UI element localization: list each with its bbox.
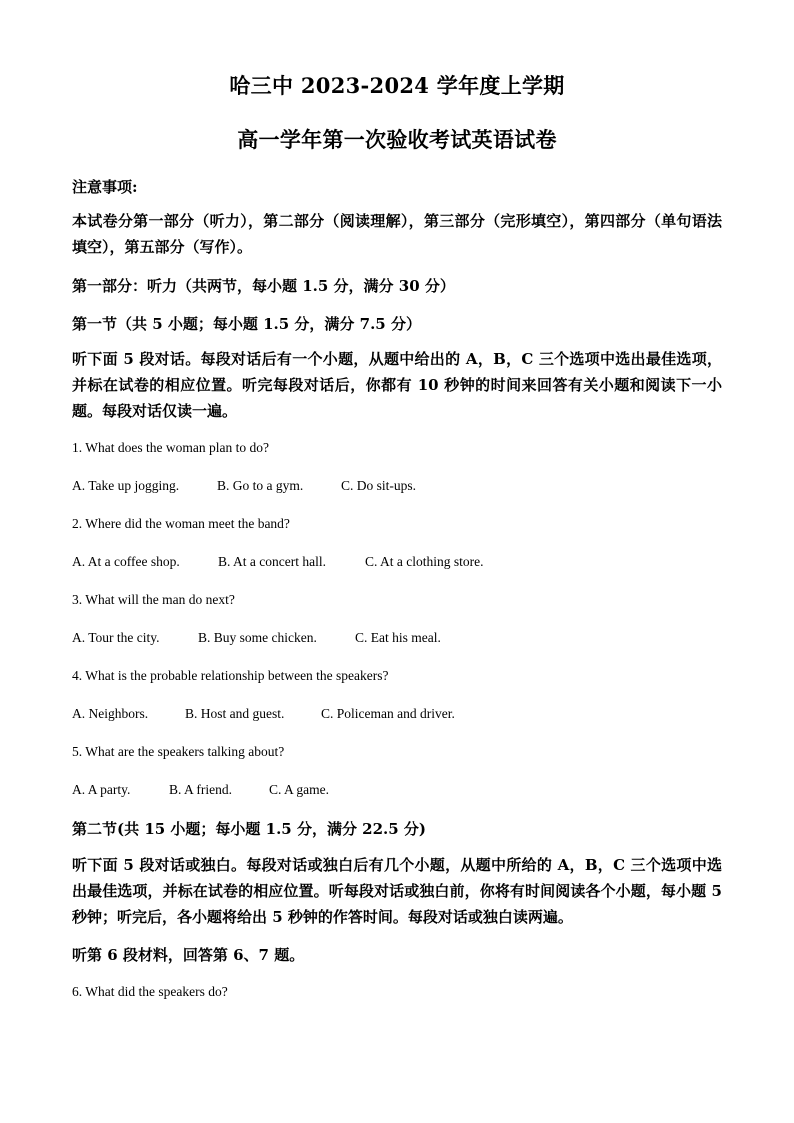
section1-instructions: 听下面 5 段对话。每段对话后有一个小题，从题中给出的 A，B，C 三个选项中选出最佳选项，并标在试卷的相应位置。听完每段对话后，你都有 10 秒钟的时间来回答有关小题和阅读下一小题。每段对话仅读一遍。	[72, 350, 722, 420]
option-a: A. A party.	[72, 782, 131, 797]
question-2: 2. Where did the woman meet the band?	[72, 516, 290, 531]
option-a: A. Neighbors.	[72, 706, 149, 721]
question-6: 6. What did the speakers do?	[72, 984, 228, 999]
option-b: B. Host and guest.	[185, 706, 285, 721]
notice-heading: 注意事项:	[72, 178, 138, 196]
question-5: 5. What are the speakers talking about?	[72, 744, 285, 759]
question-4-options	[72, 706, 455, 722]
section2-heading: 第二节(共 15 小题；每小题 1.5 分，满分 22.5 分)	[72, 820, 427, 838]
option-c: C. Eat his meal.	[355, 630, 441, 645]
option-a: A. At a coffee shop.	[72, 554, 180, 569]
question-2-options	[72, 554, 484, 570]
question-5-options	[72, 782, 329, 798]
question-4: 4. What is the probable relationship between the speakers?	[72, 668, 389, 683]
option-c: C. At a clothing store.	[365, 554, 484, 569]
option-c: C. Do sit-ups.	[341, 478, 417, 493]
option-a: A. Tour the city.	[72, 630, 160, 645]
option-b: B. Buy some chicken.	[198, 630, 317, 645]
option-c: C. Policeman and driver.	[321, 706, 455, 721]
exam-title: 哈三中 2023-2024 学年度上学期	[229, 73, 565, 98]
question-1-options	[72, 478, 416, 494]
exam-subtitle: 高一学年第一次验收考试英语试卷	[237, 127, 557, 152]
part1-heading: 第一部分：听力（共两节，每小题 1.5 分，满分 30 分）	[72, 277, 455, 295]
notice-body: 本试卷分第一部分（听力），第二部分（阅读理解），第三部分（完形填空），第四部分（单句语法填空），第五部分（写作）。	[72, 212, 722, 256]
question-1: 1. What does the woman plan to do?	[72, 440, 269, 455]
section1-heading: 第一节（共 5 小题；每小题 1.5 分，满分 7.5 分）	[72, 315, 421, 333]
option-b: B. A friend.	[169, 782, 232, 797]
section2-instructions: 听下面 5 段对话或独白。每段对话或独白后有几个小题，从题中所给的 A，B，C 三个选项中选出最佳选项，并标在试卷的相应位置。听每段对话或独白前，你将有时间阅读各个小题，每小题 5 秒钟；听完后，各小题将给出 5 秒钟的作答时间。每段对话或独白读两遍。	[72, 856, 722, 926]
option-b: B. Go to a gym.	[217, 478, 304, 493]
question-3: 3. What will the man do next?	[72, 592, 235, 607]
option-a: A. Take up jogging.	[72, 478, 180, 493]
option-b: B. At a concert hall.	[218, 554, 326, 569]
material6-heading: 听第 6 段材料，回答第 6、7 题。	[72, 946, 305, 964]
question-3-options	[72, 630, 441, 646]
option-c: C. A game.	[269, 782, 329, 797]
